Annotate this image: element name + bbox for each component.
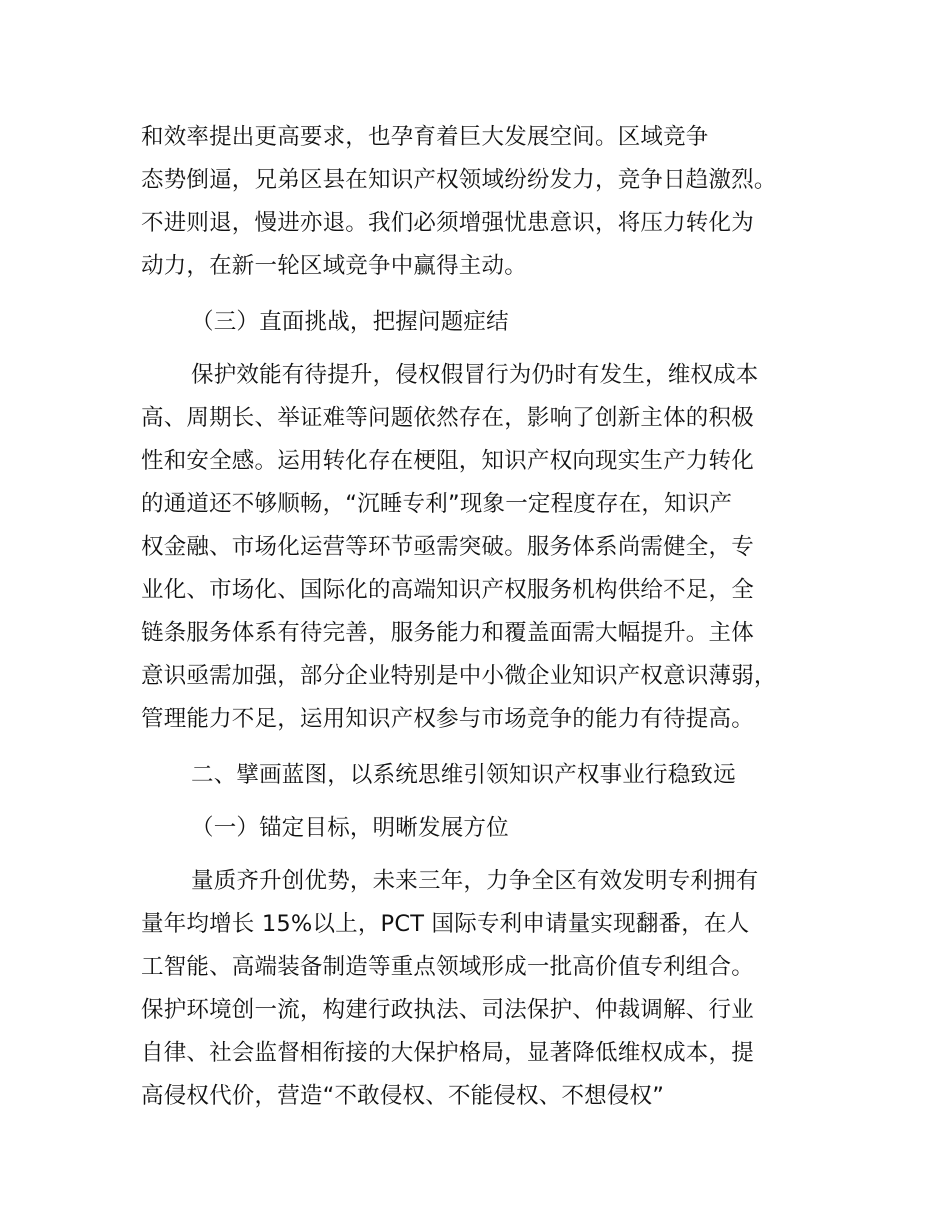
body-text-line: 权金融、市场化运营等环节亟需突破。服务体系尚需健全，专 [141, 534, 754, 560]
body-text-line: 量年均增长 15%以上，PCT 国际专利申请量实现翻番，在人 [141, 911, 750, 937]
body-text-line: 管理能力不足，运用知识产权参与市场竞争的能力有待提高。 [141, 706, 754, 732]
body-text-line: 的通道还不够顺畅，“沉睡专利”现象一定程度存在，知识产 [141, 491, 733, 517]
chapter-heading: 二、擘画蓝图，以系统思维引领知识产权事业行稳致远 [191, 762, 736, 788]
body-text-line: 和效率提出更高要求，也孕育着巨大发展空间。区域竞争 [141, 124, 709, 150]
body-text-line: 态势倒逼，兄弟区县在知识产权领域纷纷发力，竞争日趋激烈。 [141, 167, 777, 193]
body-text-line: 高、周期长、举证难等问题依然存在，影响了创新主体的积极 [141, 405, 754, 431]
body-text-line: 业化、市场化、国际化的高端知识产权服务机构供给不足，全 [141, 577, 754, 603]
body-text-line: 动力，在新一轮区域竞争中赢得主动。 [141, 253, 527, 279]
body-text-line: 链条服务体系有待完善，服务能力和覆盖面需大幅提升。主体 [141, 620, 754, 646]
body-text-line: 保护环境创一流，构建行政执法、司法保护、仲裁调解、行业 [141, 997, 754, 1023]
body-text-line: 工智能、高端装备制造等重点领域形成一批高价值专利组合。 [141, 954, 754, 980]
body-text-line: 自律、社会监督相衔接的大保护格局，显著降低维权成本，提 [141, 1040, 754, 1066]
body-text-line: 性和安全感。运用转化存在梗阻，知识产权向现实生产力转化 [141, 448, 754, 474]
body-text-line: 保护效能有待提升，侵权假冒行为仍时有发生，维权成本 [191, 362, 759, 388]
body-text-line: 不进则退，慢进亦退。我们必须增强忧患意识，将压力转化为 [141, 210, 754, 236]
body-text-line: 意识亟需加强，部分企业特别是中小微企业知识产权意识薄弱， [141, 663, 777, 689]
section-heading: （三）直面挑战，把握问题症结 [191, 309, 509, 335]
body-text-line: 量质齐升创优势，未来三年，力争全区有效发明专利拥有 [191, 868, 759, 894]
body-text-line: 高侵权代价，营造“不敢侵权、不能侵权、不想侵权” [141, 1083, 665, 1109]
section-heading: （一）锚定目标，明晰发展方位 [191, 815, 509, 841]
